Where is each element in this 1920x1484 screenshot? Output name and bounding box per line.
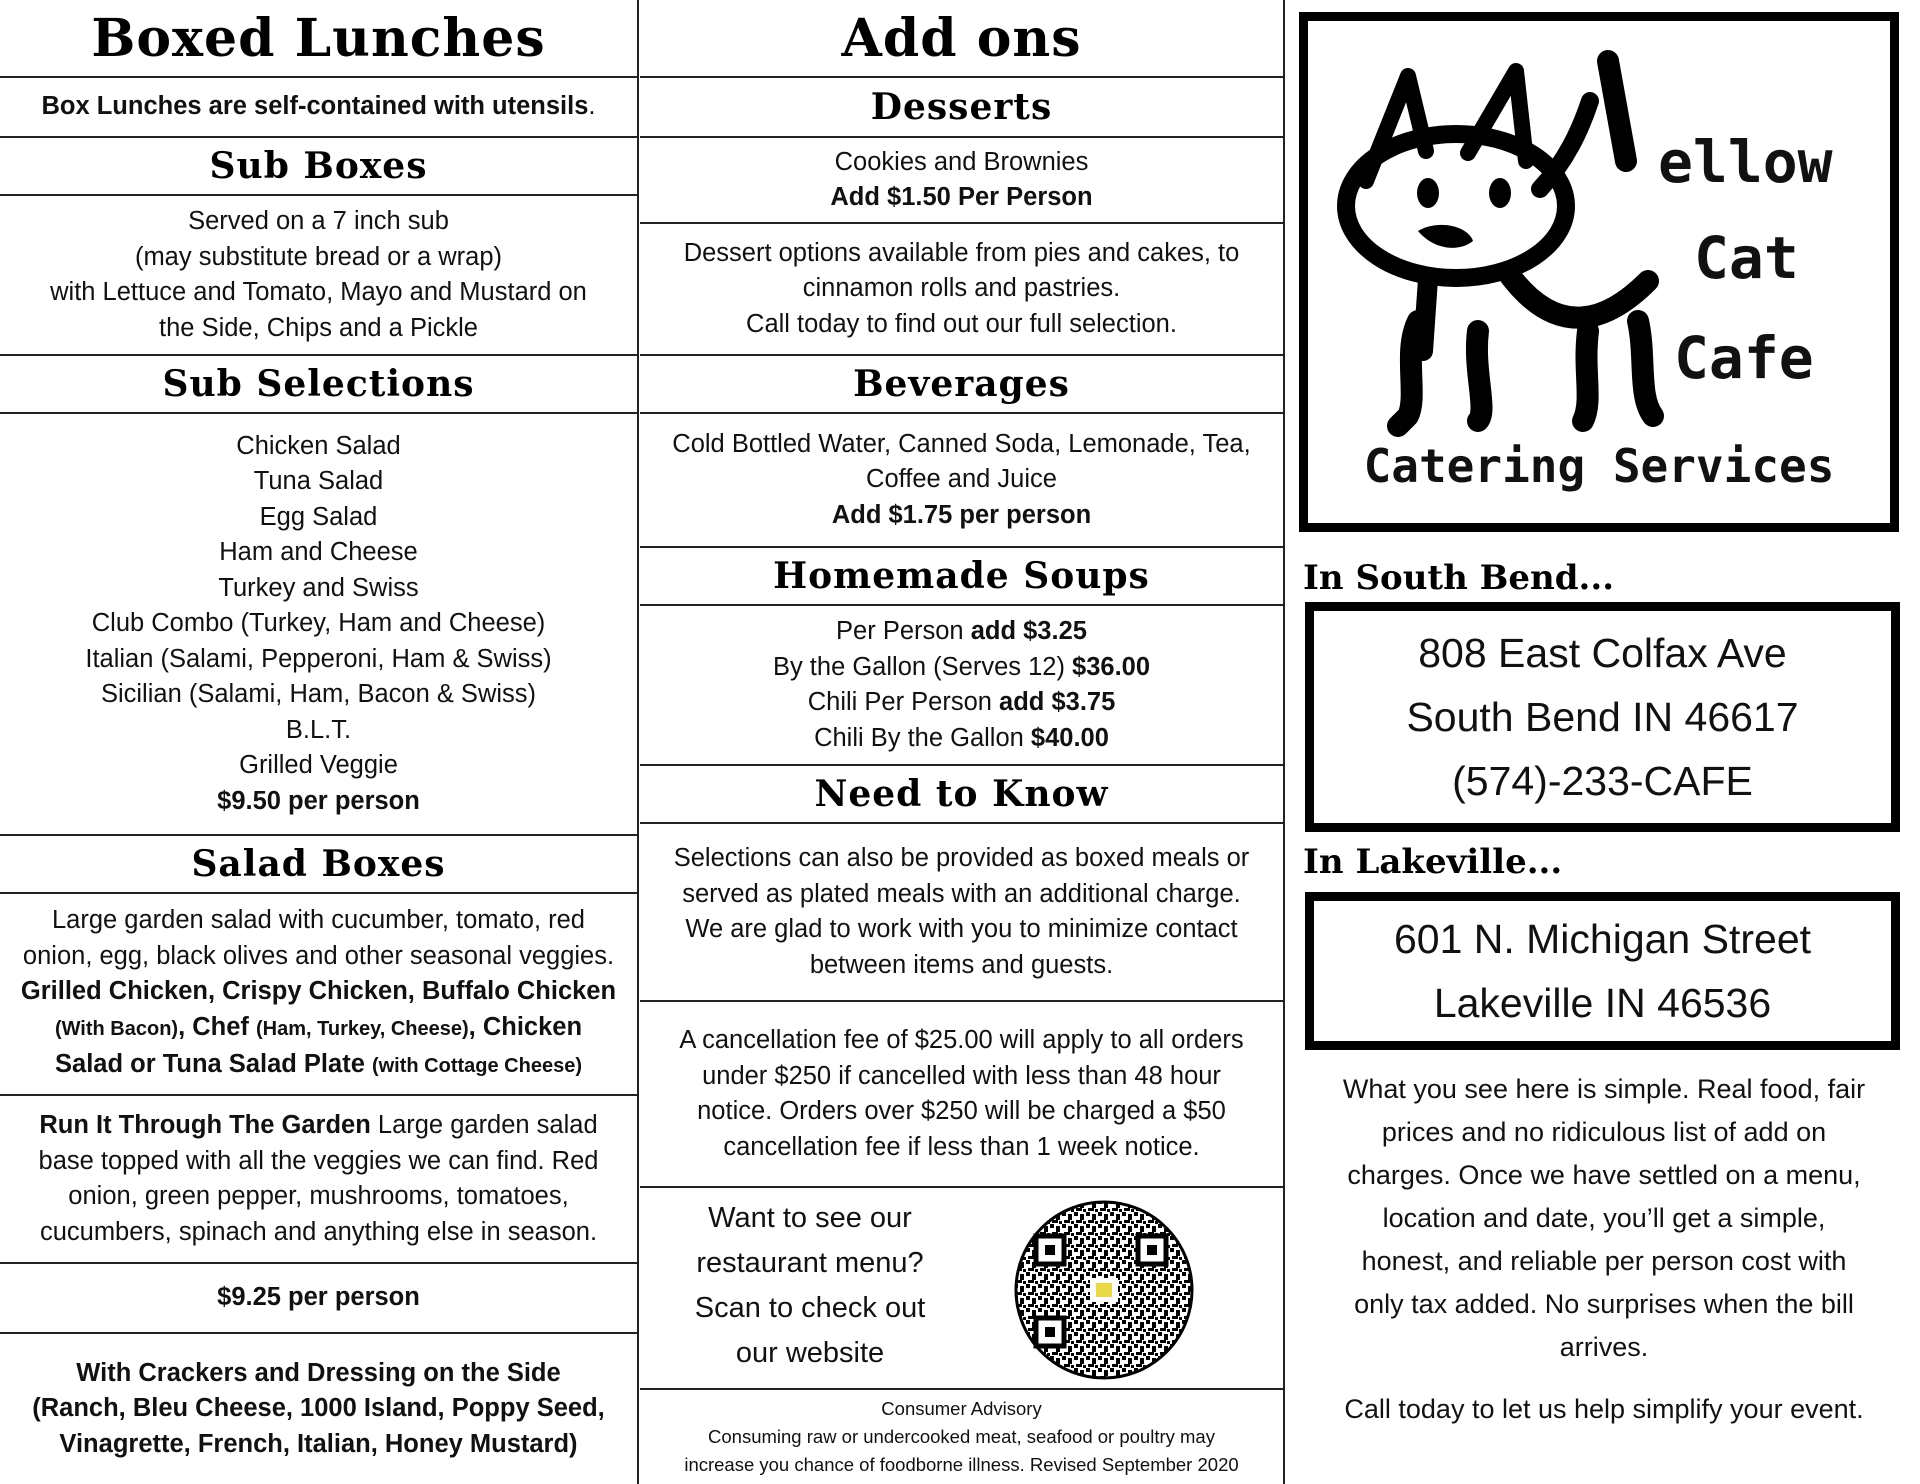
salad-options-a: Grilled Chicken, Crispy Chicken, Buffalo Chicken: [20, 977, 617, 1006]
soups-cell: [640, 606, 1283, 766]
about-text: What you see here is simple. Real food, fair prices and no ridiculous list of add on charges. Once we have settled on a menu, location and date, you’ll get a simple, honest, and reliable per person cost with only tax added. No surprises when the bill arrives.: [1342, 1074, 1866, 1362]
garden-salad-description: Run It Through The Garden Large garden salad base topped with all the veggies we can find. Red onion, green pepper, mushrooms, tomatoes, cucumbers, spinach and anything else in season.: [0, 1096, 637, 1264]
desserts-header: [640, 78, 1283, 138]
soups-header: [640, 548, 1283, 606]
garden-line: cucumbers, spinach and anything else in season.: [39, 1217, 598, 1246]
sub-boxes-line: Served on a 7 inch sub: [188, 207, 449, 235]
salad-price: $9.25 per person: [217, 1283, 420, 1312]
desserts-item: Cookies and Brownies: [834, 147, 1089, 176]
dressing-line: With Crackers and Dressing on the Side: [76, 1358, 561, 1387]
salad-price-cell: [0, 1264, 637, 1334]
add-ons-column: [640, 0, 1285, 1484]
soup-row: Chili Per Person add $3.75: [807, 688, 1116, 716]
desserts-item-cell: [640, 138, 1283, 224]
boxed-intro: [0, 78, 637, 138]
list-item: Sicilian (Salami, Ham, Bacon & Swiss): [100, 680, 537, 709]
boxed-intro-end: .: [588, 92, 596, 121]
need-to-know-header: [640, 766, 1283, 824]
salad-boxes-title: Salad Boxes: [191, 843, 446, 885]
consumer-advisory: [640, 1390, 1283, 1484]
cancellation-cell: [640, 1002, 1283, 1188]
beverages-header: [640, 356, 1283, 414]
sub-boxes-description: [0, 196, 637, 356]
list-item: Tuna Salad: [253, 467, 384, 496]
salad-options-c: Salad or Tuna Salad Plate (with Cottage Cheese): [55, 1050, 582, 1079]
add-ons-header: [640, 0, 1283, 78]
list-item: Turkey and Swiss: [218, 573, 419, 602]
list-item: Grilled Veggie: [239, 751, 398, 780]
soups-title: Homemade Soups: [773, 555, 1150, 597]
list-item: Club Combo (Turkey, Ham and Cheese): [91, 609, 546, 638]
garden-name: Run It Through The Garden: [39, 1111, 371, 1139]
salad-boxes-description: [0, 894, 637, 1096]
need-line: Selections can also be provided as boxed meals or: [673, 844, 1250, 872]
beverages-cell: [640, 414, 1283, 548]
beverages-price: Add $1.75 per person: [831, 500, 1092, 529]
phone-number[interactable]: (574)-233-CAFE: [1452, 758, 1753, 804]
list-item: Chicken Salad: [236, 431, 401, 460]
sub-selections-header: [0, 356, 637, 414]
south-bend-address: [1305, 602, 1900, 832]
need-to-know-cell: [640, 824, 1283, 1002]
beverages-title: Beverages: [853, 363, 1070, 405]
address-line: Lakeville IN 46536: [1433, 980, 1772, 1026]
qr-code-icon[interactable]: [1014, 1200, 1194, 1380]
logo-word-2: Cat: [1694, 224, 1799, 292]
salad-boxes-header: [0, 836, 637, 894]
brand-column: [1285, 0, 1920, 1484]
list-item: Egg Salad: [259, 502, 378, 531]
need-line: between items and guests.: [809, 950, 1114, 979]
sub-selections-list: [0, 414, 637, 836]
desserts-more-line: Call today to find out our full selection.: [746, 309, 1177, 338]
sub-boxes-line: with Lettuce and Tomato, Mayo and Mustard on: [50, 278, 587, 306]
qr-caption: Want to see our restaurant menu? Scan to check out our website: [694, 1202, 926, 1369]
list-item: Italian (Salami, Pepperoni, Ham & Swiss): [85, 644, 552, 673]
need-line: served as plated meals with an additional charge.: [682, 879, 1241, 908]
salad-desc-line: Large garden salad with cucumber, tomato, red: [52, 906, 585, 935]
cancel-line: notice. Orders over $250 will be charged a $50: [697, 1097, 1226, 1125]
lakeville-title: In Lakeville...: [1303, 842, 1563, 882]
dressing-line: Vinagrette, French, Italian, Honey Mustard): [59, 1429, 578, 1458]
address-line: 808 East Colfax Ave: [1418, 630, 1787, 676]
south-bend-title: In South Bend...: [1303, 558, 1615, 598]
dressing-line: (Ranch, Bleu Cheese, 1000 Island, Poppy Seed,: [32, 1394, 605, 1423]
garden-line: base topped with all the veggies we can find. Red: [38, 1146, 599, 1175]
logo-word-3: Cafe: [1674, 324, 1814, 392]
beverages-line: Coffee and Juice: [866, 465, 1057, 494]
closing-text: Call today to let us help simplify your event.: [1344, 1394, 1864, 1424]
sub-selections-title: Sub Selections: [162, 363, 475, 405]
sub-boxes-line: (may substitute bread or a wrap): [134, 242, 503, 271]
cancel-line: cancellation fee if less than 1 week notice.: [723, 1132, 1200, 1161]
logo-tagline: Catering Services: [1363, 439, 1835, 493]
lakeville-address: [1305, 892, 1900, 1050]
dressing-cell: [0, 1334, 637, 1484]
website-qr-cell: [640, 1188, 1283, 1390]
boxed-lunches-header: [0, 0, 637, 78]
need-line: We are glad to work with you to minimize contact: [685, 915, 1238, 943]
advisory-title: Consumer Advisory: [881, 1398, 1042, 1419]
need-to-know-title: Need to Know: [814, 773, 1109, 815]
boxed-lunches-title: Boxed Lunches: [91, 7, 546, 69]
sub-boxes-header: [0, 138, 637, 196]
salad-desc-line: onion, egg, black olives and other seasonal veggies.: [22, 941, 615, 970]
boxed-intro-text: Box Lunches are self-contained with utensils: [41, 92, 589, 121]
soup-row: By the Gallon (Serves 12) $36.00: [772, 652, 1151, 681]
add-ons-title: Add ons: [841, 7, 1082, 69]
logo-word-1: ellow: [1658, 128, 1833, 196]
soup-row: Chili By the Gallon $40.00: [814, 723, 1109, 752]
desserts-price: Add $1.50 Per Person: [830, 183, 1093, 211]
garden-line: onion, green pepper, mushrooms, tomatoes,: [68, 1182, 569, 1210]
logo: [1299, 12, 1899, 532]
beverages-line: Cold Bottled Water, Canned Soda, Lemonade, Tea,: [672, 429, 1251, 458]
address-line: South Bend IN 46617: [1406, 694, 1799, 740]
desserts-more-line: cinnamon rolls and pastries.: [802, 274, 1121, 303]
boxed-lunches-column: [0, 0, 639, 1484]
soup-row: Per Person add $3.25: [836, 617, 1087, 645]
sub-boxes-title: Sub Boxes: [209, 145, 428, 187]
address-line: 601 N. Michigan Street: [1393, 916, 1812, 962]
desserts-more-line: Dessert options available from pies and cakes, to: [683, 238, 1240, 267]
cancel-line: A cancellation fee of $25.00 will apply to all orders: [679, 1026, 1244, 1054]
list-item: B.L.T.: [285, 715, 352, 744]
sub-boxes-line: the Side, Chips and a Pickle: [159, 313, 478, 342]
sub-price: $9.50 per person: [217, 786, 420, 815]
desserts-more-cell: [640, 224, 1283, 356]
desserts-title: Desserts: [870, 86, 1053, 128]
advisory-line: increase you chance of foodborne illness. Revised September 2020: [684, 1454, 1239, 1475]
list-item: Ham and Cheese: [219, 538, 418, 567]
salad-options-b: (With Bacon), Chef (Ham, Turkey, Cheese), Chicken: [54, 1012, 583, 1041]
advisory-line: Consuming raw or undercooked meat, seafood or poultry may: [708, 1426, 1215, 1447]
cancel-line: under $250 if cancelled with less than 48 hour: [702, 1061, 1221, 1090]
